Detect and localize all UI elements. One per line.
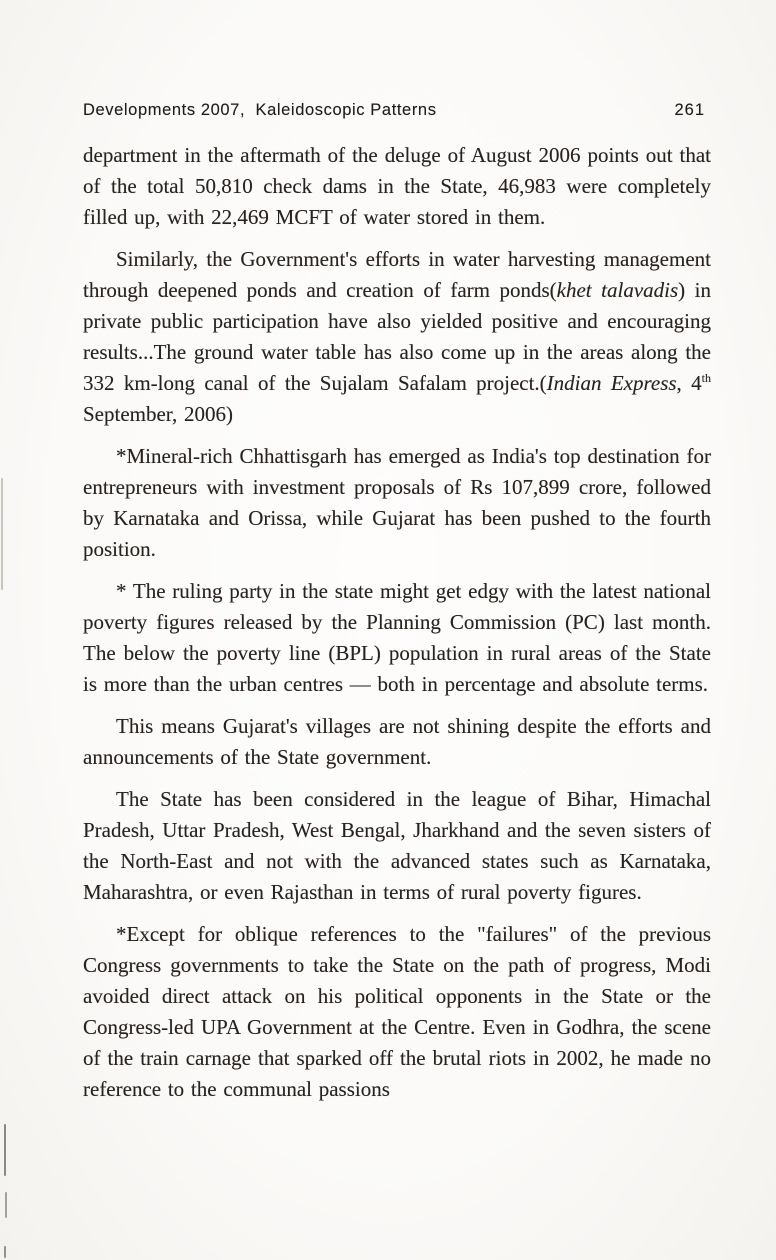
header-title: Developments 2007, Kaleidoscopic Patterns <box>83 101 437 119</box>
body-text: * The ruling party in the state might get edgy with the latest national poverty figures released by the Planning Commission (PC) last month. The below the poverty line (BPL) population in rural areas of the State is more than the urban centres — both in percentage and absolute terms. <box>83 579 711 696</box>
scan-artifact-mark <box>5 1192 7 1218</box>
paragraph <box>83 576 711 700</box>
italic-text: Indian Express <box>546 371 677 395</box>
paragraph <box>83 919 711 1105</box>
body-text: September, 2006) <box>83 402 233 426</box>
superscript-text: th <box>701 371 711 385</box>
scan-artifact-mark <box>4 1124 6 1176</box>
running-header <box>83 101 705 120</box>
body-text: Similarly, the Government's efforts in water harvesting management through deepened ponds and creation of farm ponds( <box>83 247 711 302</box>
paragraph <box>83 244 711 430</box>
paragraph <box>83 711 711 773</box>
body-text: department in the aftermath of the deluge of August 2006 points out that of the total 50,810 check dams in the State, 46,983 were completely filled up, with 22,469 MCFT of water stored in them. <box>83 143 711 229</box>
page-number: 261 <box>674 101 705 119</box>
scan-artifact-line <box>1 478 3 590</box>
body-text: *Except for oblique references to the "failures" of the previous Congress governments to take the State on the path of progress, Modi avoided direct attack on his political opponents in the State or the Congress-led UPA Government at the Centre. Even in Godhra, the scene of the train carnage that sparked off the brutal riots in 2002, he made no reference to the communal passions <box>83 922 711 1101</box>
italic-text: khet talavadis <box>556 278 679 302</box>
body-text: *Mineral-rich Chhattisgarh has emerged as India's top destination for entrepreneurs with investment proposals of Rs 107,899 crore, followed by Karnataka and Orissa, while Gujarat has been pushed to the fourth position. <box>83 444 711 561</box>
scan-artifact-mark <box>4 1246 6 1258</box>
body-text: This means Gujarat's villages are not shining despite the efforts and announcements of the State government. <box>83 714 711 769</box>
body-text: The State has been considered in the league of Bihar, Himachal Pradesh, Uttar Pradesh, West Bengal, Jharkhand and the seven sisters of the North-East and not with the advanced states such as Karnataka, Maharashtra, or even Rajasthan in terms of rural poverty figures. <box>83 787 711 904</box>
page-body <box>83 140 711 1116</box>
body-text: ) in private public participation have also yielded positive and encouraging results...The ground water table has also come up in the areas along the 332 km-long canal of the Sujalam Safalam project.( <box>83 278 712 395</box>
paragraph <box>83 140 711 233</box>
paragraph <box>83 441 711 565</box>
paragraph <box>83 784 711 908</box>
body-text: , 4 <box>676 371 702 395</box>
